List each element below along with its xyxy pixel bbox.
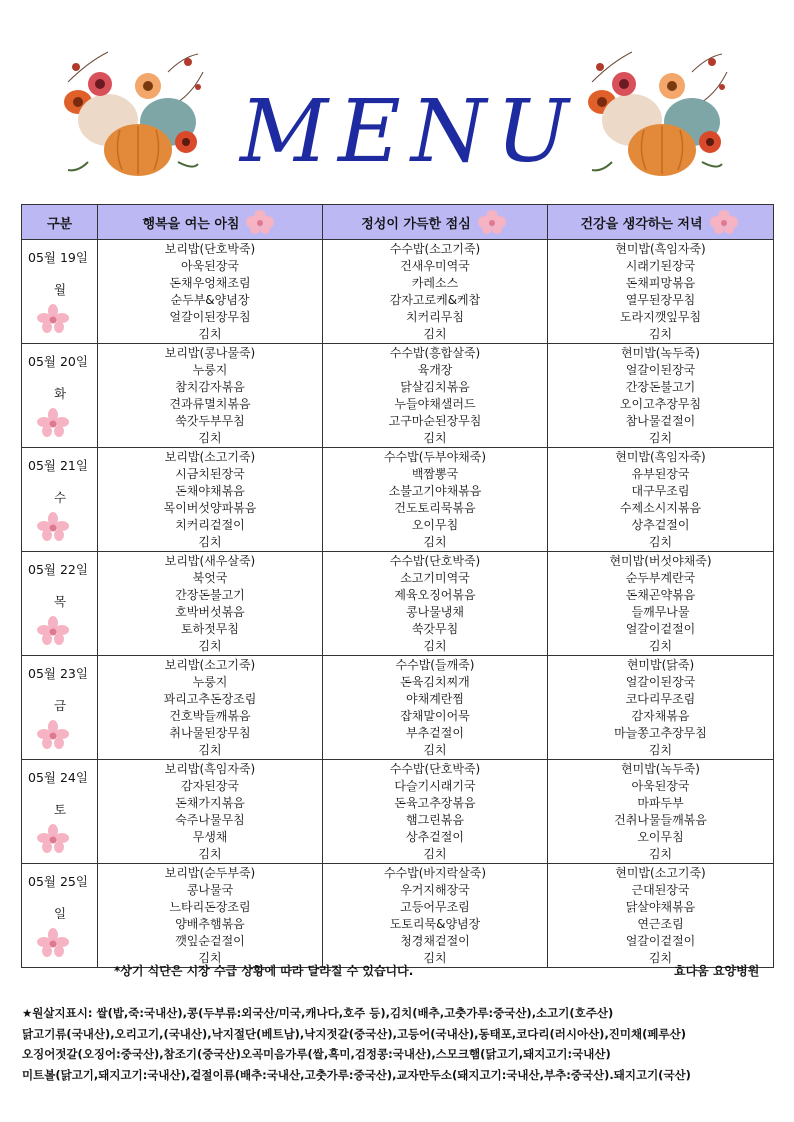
dish-item: 유부된장국 [631, 467, 690, 481]
dish-item: 현미밥(녹두죽) [621, 762, 700, 776]
dish-item: 김치 [423, 743, 447, 757]
dish-item: 건도토리묵볶음 [394, 501, 476, 515]
flower-icon [475, 209, 509, 235]
dish-item: 김치 [423, 535, 447, 549]
dinner-cell [548, 344, 774, 448]
dish-item: 쑥갓두부무침 [175, 414, 245, 428]
dish-item: 돈채야채볶음 [175, 484, 245, 498]
dish-item: 얼갈이된장무침 [169, 310, 251, 324]
header-lunch-label: 정성이 가득한 점심 [361, 216, 471, 232]
dinner-cell [548, 240, 774, 344]
dish-item: 김치 [423, 847, 447, 861]
dish-item: 감자채볶음 [631, 709, 690, 723]
dish-item: 북엇국 [192, 571, 228, 585]
lunch-cell [323, 240, 548, 344]
dish-item: 오이고추장무침 [619, 397, 702, 411]
breakfast-cell [98, 656, 323, 760]
dish-item: 소불고기야채볶음 [388, 484, 482, 498]
dish-item: 느타리돈장조림 [169, 900, 251, 914]
dish-item: 야채계란찜 [406, 692, 464, 706]
dish-item: 돈육고추장볶음 [394, 796, 476, 810]
dish-item: 김치 [648, 743, 673, 757]
dish-item: 김치 [198, 743, 222, 757]
dinner-cell [548, 760, 774, 864]
day-of-week: 목 [54, 594, 67, 609]
dish-item: 돈채곤약볶음 [625, 588, 696, 602]
dish-item: 얼갈이된장국 [625, 675, 696, 689]
dish-item: 김치 [423, 327, 447, 341]
dish-item: 김치 [198, 327, 222, 341]
day-date: 05월 23일 [28, 666, 88, 681]
table-header-row [22, 205, 774, 240]
breakfast-cell [98, 344, 323, 448]
dish-item: 백짬뽕국 [411, 467, 459, 481]
dish-item: 김치 [198, 847, 222, 861]
dish-item: 현미밥(흑임자죽) [615, 450, 706, 464]
flower-icon [36, 408, 70, 438]
dish-item: 토하젓무침 [181, 622, 239, 636]
dish-item: 현미밥(녹두죽) [621, 346, 700, 360]
dish-item: 아욱된장국 [181, 259, 239, 273]
dinner-cell [548, 448, 774, 552]
origin-line: ★원살지표시: 쌀(밥,죽:국내산),콩(두부류:외국산/미국,캐나다,호주 등),김치(배추,고춧가루:중국산),소고기(호주산) [22, 1006, 614, 1020]
dish-item: 견과류멸치볶음 [169, 397, 251, 411]
dish-item: 호박버섯볶음 [175, 605, 245, 619]
day-cell [22, 344, 98, 448]
dish-item: 연근조림 [637, 917, 684, 931]
flower-icon [36, 720, 70, 750]
breakfast-cell [98, 864, 323, 968]
dish-item: 대구무조림 [631, 484, 690, 498]
dish-item: 수수밥(단호박죽) [389, 554, 481, 568]
header-lunch [323, 205, 548, 240]
dish-item: 아욱된장국 [631, 779, 690, 793]
dish-item: 보리밥(소고기죽) [164, 450, 256, 464]
menu-table [21, 204, 774, 968]
dish-item: 누들야채샐러드 [394, 397, 476, 411]
dish-item: 보리밥(단호박죽) [164, 242, 256, 256]
day-of-week: 수 [54, 490, 67, 505]
dish-item: 무생채 [192, 830, 228, 844]
dish-item: 시래기된장국 [625, 259, 696, 273]
day-of-week: 화 [54, 386, 67, 401]
dish-item: 코다리무조림 [625, 692, 696, 706]
dish-item: 소고기미역국 [400, 571, 470, 585]
pumpkin-bouquet-right [572, 42, 732, 182]
dish-item: 수수밥(흥합살죽) [389, 346, 481, 360]
header-dinner [548, 205, 774, 240]
lunch-cell [323, 656, 548, 760]
dish-item: 김치 [648, 431, 673, 445]
notice-text: *상기 식단은 시장 수급 상황에 따라 달라질 수 있습니다. [114, 964, 414, 978]
lunch-cell [323, 448, 548, 552]
dish-item: 들깨무나물 [631, 605, 690, 619]
dish-item: 감자고로케&케찹 [389, 293, 481, 307]
page-title: MENU [240, 82, 579, 182]
dinner-cell [548, 552, 774, 656]
dish-item: 잡채말이어묵 [400, 709, 470, 723]
day-cell [22, 760, 98, 864]
day-cell [22, 552, 98, 656]
dish-item: 육개장 [417, 363, 453, 377]
dish-item: 순두부&양념장 [170, 293, 250, 307]
lunch-cell [323, 552, 548, 656]
day-date: 05월 20일 [28, 354, 88, 369]
breakfast-cell [98, 448, 323, 552]
lunch-cell [323, 760, 548, 864]
dish-item: 김치 [198, 639, 222, 653]
dish-item: 김치 [198, 431, 222, 445]
dish-item: 김치 [423, 951, 447, 965]
dish-item: 수수밥(바지락살죽) [383, 866, 487, 880]
dish-item: 김치 [648, 639, 673, 653]
dish-item: 부추겉절이 [406, 726, 464, 740]
dish-item: 보리밥(흑임자죽) [164, 762, 256, 776]
day-cell [22, 864, 98, 968]
dish-item: 우거지해장국 [400, 883, 470, 897]
dish-item: 마파두부 [637, 796, 684, 810]
dish-item: 숙주나물무침 [175, 813, 245, 827]
lunch-cell [323, 344, 548, 448]
dish-item: 제육오징어볶음 [394, 588, 476, 602]
day-cell [22, 240, 98, 344]
dinner-cell [548, 864, 774, 968]
day-of-week: 금 [54, 698, 67, 713]
dish-item: 참나물겉절이 [625, 414, 696, 428]
header-breakfast-label: 행복을 여는 아침 [142, 216, 240, 232]
table-row [22, 760, 774, 864]
table-row [22, 448, 774, 552]
dish-item: 보리밥(소고기죽) [164, 658, 256, 672]
flower-icon [36, 512, 70, 542]
flower-icon [36, 304, 70, 334]
header-category-label: 구분 [46, 216, 73, 232]
origin-info [22, 1003, 782, 1085]
dish-item: 닭살야채볶음 [625, 900, 696, 914]
dish-item: 수수밥(두부야채죽) [383, 450, 487, 464]
dish-item: 돈채우엉채조림 [169, 276, 251, 290]
dish-item: 김치 [423, 431, 447, 445]
dish-item: 근대된장국 [631, 883, 690, 897]
table-row [22, 344, 774, 448]
dish-item: 마늘쫑고추장무침 [614, 726, 707, 740]
hospital-name: 효다움 요양병원 [674, 964, 760, 978]
dish-item: 목이버섯양파볶음 [163, 501, 257, 515]
dish-item: 고구마순된장무침 [388, 414, 482, 428]
flower-icon [36, 928, 70, 958]
dish-item: 수수밥(단호박죽) [389, 762, 481, 776]
dish-item: 취나물된장무침 [169, 726, 251, 740]
dish-item: 건호박들깨볶음 [169, 709, 251, 723]
dish-item: 참치감자볶음 [175, 380, 245, 394]
dish-item: 현미밥(버섯야채죽) [609, 554, 712, 568]
dish-item: 도토리묵&양념장 [389, 917, 481, 931]
dish-item: 양배추햄볶음 [175, 917, 245, 931]
dish-item: 김치 [198, 951, 222, 965]
breakfast-cell [98, 240, 323, 344]
header-category [22, 205, 98, 240]
dish-item: 순두부계란국 [625, 571, 696, 585]
dish-item: 시금치된장국 [175, 467, 245, 481]
flower-icon [36, 616, 70, 646]
origin-line: 닭고기류(국내산),오리고기,(국내산),낙지절단(베트남),낙지젓갈(중국산),고등어(국내산),동태포,코다리(러시아산),진미채(페루산) [22, 1026, 686, 1041]
dish-item: 김치 [198, 535, 222, 549]
table-row [22, 552, 774, 656]
day-date: 05월 19일 [28, 250, 88, 265]
dish-item: 깻잎순겉절이 [175, 934, 245, 948]
dish-item: 고등어무조림 [400, 900, 470, 914]
dish-item: 콩나물국 [186, 883, 234, 897]
dish-item: 돈채피망볶음 [625, 276, 696, 290]
dish-item: 카레소스 [411, 276, 459, 290]
dish-item: 돈육김치찌개 [400, 675, 470, 689]
dish-item: 돈채가지볶음 [175, 796, 245, 810]
day-date: 05월 21일 [28, 458, 88, 473]
table-row [22, 656, 774, 760]
dish-item: 치커리무침 [406, 310, 464, 324]
dish-item: 감자된장국 [181, 779, 239, 793]
dish-item: 얼갈이겉절이 [625, 934, 696, 948]
day-date: 05월 25일 [28, 874, 88, 889]
breakfast-cell [98, 760, 323, 864]
dish-item: 보리밥(콩나물죽) [164, 346, 256, 360]
dish-item: 수수밥(들깨죽) [395, 658, 475, 672]
dish-item: 간장돈불고기 [175, 588, 245, 602]
dish-item: 현미밥(소고기죽) [615, 866, 706, 880]
dish-item: 간장돈불고기 [625, 380, 696, 394]
dish-item: 보리밥(순두부죽) [164, 866, 256, 880]
dish-item: 누룽지 [192, 363, 228, 377]
day-date: 05월 22일 [28, 562, 88, 577]
dish-item: 얼갈이겉절이 [625, 622, 696, 636]
dinner-cell [548, 656, 774, 760]
dish-item: 건새우미역국 [400, 259, 470, 273]
dish-item: 햄그린볶음 [406, 813, 464, 827]
dish-item: 현미밥(흑임자죽) [615, 242, 706, 256]
origin-line: 미트볼(닭고기,돼지고기:국내산),겉절이류(배추:국내산,고춧가루:중국산),교자만두소(돼지고기:국내산,부추:중국산).돼지고기(국산) [22, 1067, 691, 1082]
table-row [22, 864, 774, 968]
dish-item: 김치 [423, 639, 447, 653]
dish-item: 김치 [648, 847, 673, 861]
day-of-week: 월 [54, 282, 67, 297]
header-dinner-label: 건강을 생각하는 저녁 [580, 216, 703, 232]
dish-item: 꽈리고추돈장조림 [163, 692, 257, 706]
dish-item: 수제소시지볶음 [619, 501, 702, 515]
dish-item: 다슬기시래기국 [394, 779, 476, 793]
pumpkin-bouquet-left [48, 42, 208, 182]
dish-item: 오이무침 [411, 518, 459, 532]
dish-item: 닭살김치볶음 [400, 380, 470, 394]
day-cell [22, 656, 98, 760]
flower-icon [707, 209, 741, 235]
dish-item: 콩나물냉채 [406, 605, 464, 619]
dish-item: 김치 [648, 327, 673, 341]
dish-item: 김치 [648, 535, 673, 549]
header-breakfast [98, 205, 323, 240]
breakfast-cell [98, 552, 323, 656]
day-of-week: 토 [54, 802, 67, 817]
day-cell [22, 448, 98, 552]
flower-icon [243, 209, 277, 235]
dish-item: 쑥갓무침 [411, 622, 459, 636]
table-row [22, 240, 774, 344]
dish-item: 도라지깻잎무침 [619, 310, 702, 324]
dish-item: 상추겉절이 [406, 830, 464, 844]
dish-item: 누룽지 [192, 675, 228, 689]
dish-item: 치커리겉절이 [175, 518, 245, 532]
dish-item: 김치 [648, 951, 673, 965]
dish-item: 청경채겉절이 [400, 934, 470, 948]
dish-item: 수수밥(소고기죽) [389, 242, 481, 256]
lunch-cell [323, 864, 548, 968]
dish-item: 현미밥(닭죽) [626, 658, 695, 672]
dish-item: 오이무침 [637, 830, 684, 844]
dish-item: 열무된장무침 [625, 293, 696, 307]
dish-item: 보리밥(새우살죽) [164, 554, 256, 568]
dish-item: 상추겉절이 [631, 518, 690, 532]
day-of-week: 일 [54, 906, 67, 921]
flower-icon [36, 824, 70, 854]
origin-line: 오징어젓갈(오징어:중국산),참조기(중국산)오곡미음가루(쌀,흑미,검정콩:국내산),스모크햄(닭고기,돼지고기:국내산) [22, 1047, 611, 1061]
dish-item: 얼갈이된장국 [625, 363, 696, 377]
day-date: 05월 24일 [28, 770, 88, 785]
dish-item: 건취나물들깨볶음 [614, 813, 707, 827]
